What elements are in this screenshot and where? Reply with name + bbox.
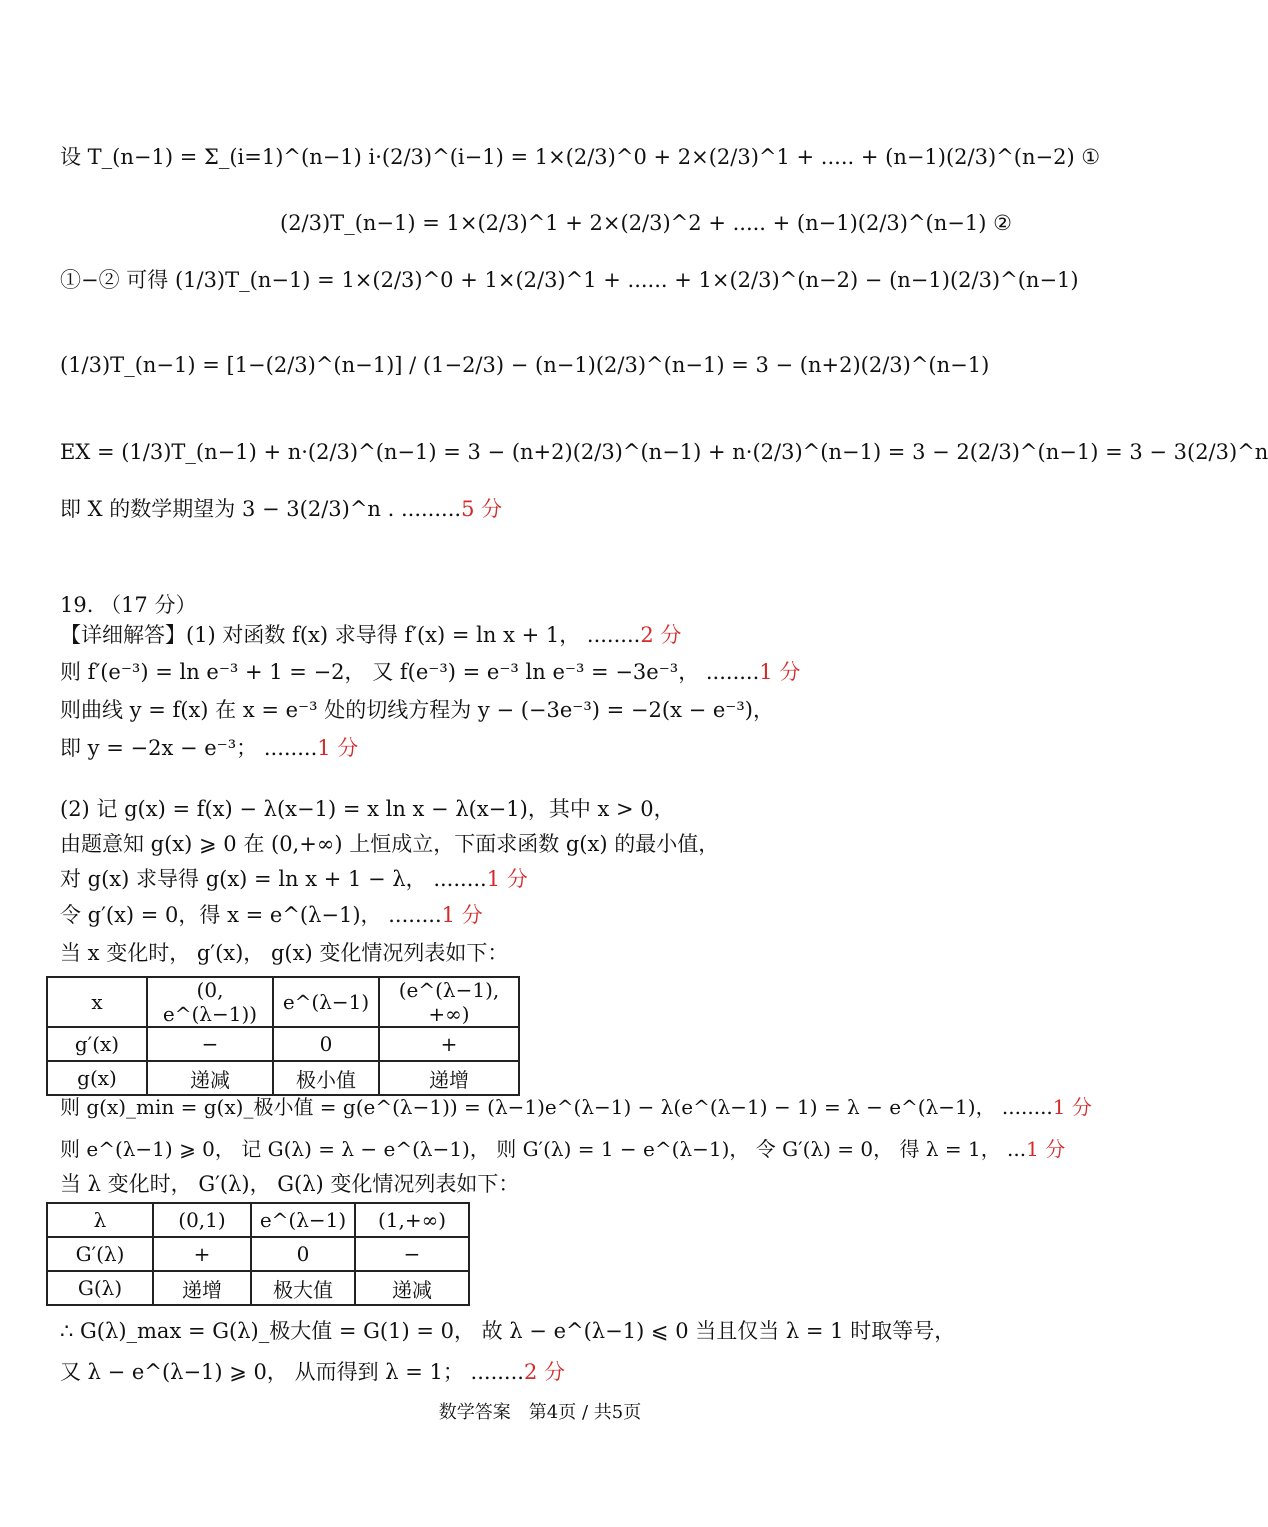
table-cell: 递减 <box>147 1061 273 1095</box>
text-line <box>60 620 681 650</box>
table-cell: 0 <box>273 1027 379 1061</box>
text: 即 X 的数学期望为 3 − 3(2/3)^n . ......... <box>60 497 462 521</box>
text: 【详细解答】(1) 对函数 f(x) 求导得 f′(x) = ln x + 1， ........ <box>60 623 641 647</box>
text-line <box>60 1357 565 1387</box>
text-line <box>60 733 358 763</box>
table-cell: G(λ) <box>47 1271 153 1305</box>
table-cell: (0,1) <box>153 1203 251 1237</box>
table-cell: G′(λ) <box>47 1237 153 1271</box>
text-line: EX = (1/3)T_(n−1) + n·(2/3)^(n−1) = 3 − (n+2)(2/3)^(n−1) + n·(2/3)^(n−1) = 3 − 2(2/3)^(n−1) = 3 − 3(2/3)^n <box>60 440 1268 464</box>
table-cell: 递增 <box>379 1061 519 1095</box>
table-cell: − <box>355 1237 469 1271</box>
table-cell: (e^(λ−1), +∞) <box>379 977 519 1027</box>
text-line: ∴ G(λ)_max = G(λ)_极大值 = G(1) = 0， 故 λ − e^(λ−1) ⩽ 0 当且仅当 λ = 1 时取等号， <box>60 1319 956 1343</box>
table-cell: (0, e^(λ−1)) <box>147 977 273 1027</box>
score-label: 1 分 <box>1052 1095 1092 1119</box>
text: 即 y = −2x − e⁻³； ........ <box>60 736 318 760</box>
text-line <box>60 1092 1092 1122</box>
text-line: 则曲线 y = f(x) 在 x = e⁻³ 处的切线方程为 y − (−3e⁻³) = −2(x − e⁻³)， <box>60 698 774 722</box>
table-cell: 极大值 <box>251 1271 355 1305</box>
table-cell: + <box>379 1027 519 1061</box>
text: 则 e^(λ−1) ⩾ 0， 记 G(λ) = λ − e^(λ−1)， 则 G′(λ) = 1 − e^(λ−1)， 令 G′(λ) = 0， 得 λ = 1， ... <box>60 1137 1027 1161</box>
text: 则 g(x)_min = g(x)_极小值 = g(e^(λ−1)) = (λ−1)e^(λ−1) − λ(e^(λ−1) − 1) = λ − e^(λ−1)， ........ <box>60 1095 1053 1119</box>
text: 对 g(x) 求导得 g(x) = ln x + 1 − λ， ........ <box>60 867 487 891</box>
score-label: 2 分 <box>640 623 682 647</box>
table-cell: 递增 <box>153 1271 251 1305</box>
text-line: 当 x 变化时， g′(x)， g(x) 变化情况列表如下： <box>60 941 509 965</box>
table-row <box>47 1237 469 1271</box>
text-line: ①−② 可得 (1/3)T_(n−1) = 1×(2/3)^0 + 1×(2/3)^1 + ...... + 1×(2/3)^(n−2) − (n−1)(2/3)^(n−1) <box>60 268 1079 292</box>
text-line <box>60 494 502 524</box>
table-cell: (1,+∞) <box>355 1203 469 1237</box>
text-line <box>60 657 800 687</box>
text-line: (2/3)T_(n−1) = 1×(2/3)^1 + 2×(2/3)^2 + ..... + (n−1)(2/3)^(n−1) ② <box>280 211 1012 235</box>
table-row <box>47 977 519 1027</box>
variation-table-G <box>46 1202 470 1306</box>
table-row <box>47 1203 469 1237</box>
question-number: 19. （17 分） <box>60 593 197 617</box>
score-label: 1 分 <box>441 903 483 927</box>
table-cell: g′(x) <box>47 1027 147 1061</box>
table-cell: e^(λ−1) <box>251 1203 355 1237</box>
score-label: 1 分 <box>759 660 801 684</box>
text-line: (1/3)T_(n−1) = [1−(2/3)^(n−1)] / (1−2/3) − (n−1)(2/3)^(n−1) = 3 − (n+2)(2/3)^(n−1) <box>60 353 990 377</box>
text-line <box>60 1134 1065 1164</box>
text-line: 由题意知 g(x) ⩾ 0 在 (0,+∞) 上恒成立，下面求函数 g(x) 的最小值， <box>60 832 720 856</box>
page-footer: 数学答案 第4页 / 共5页 <box>438 1402 642 1423</box>
table-cell: g(x) <box>47 1061 147 1095</box>
table-cell: 0 <box>251 1237 355 1271</box>
text-line: (2) 记 g(x) = f(x) − λ(x−1) = x ln x − λ(x−1)，其中 x > 0， <box>60 797 675 821</box>
text-line <box>60 900 483 930</box>
text-line <box>60 864 528 894</box>
score-label: 5 分 <box>461 497 503 521</box>
score-label: 1 分 <box>486 867 528 891</box>
table-cell: 极小值 <box>273 1061 379 1095</box>
table-row <box>47 1027 519 1061</box>
text: 令 g′(x) = 0，得 x = e^(λ−1)， ........ <box>60 903 442 927</box>
text-line: 设 T_(n−1) = Σ_(i=1)^(n−1) i·(2/3)^(i−1) = 1×(2/3)^0 + 2×(2/3)^1 + ..... + (n−1)(2/3)^(n−2) ① <box>60 145 1101 169</box>
score-label: 1 分 <box>317 736 359 760</box>
score-label: 1 分 <box>1026 1137 1066 1161</box>
table-cell: λ <box>47 1203 153 1237</box>
text: 则 f′(e⁻³) = ln e⁻³ + 1 = −2， 又 f(e⁻³) = e⁻³ ln e⁻³ = −3e⁻³， ........ <box>60 660 760 684</box>
table-cell: x <box>47 977 147 1027</box>
table-row <box>47 1061 519 1095</box>
text: 又 λ − e^(λ−1) ⩾ 0， 从而得到 λ = 1； ........ <box>60 1360 524 1384</box>
variation-table-g <box>46 976 520 1096</box>
table-cell: + <box>153 1237 251 1271</box>
table-cell: e^(λ−1) <box>273 977 379 1027</box>
text-line: 当 λ 变化时， G′(λ)， G(λ) 变化情况列表如下： <box>60 1172 520 1196</box>
table-row <box>47 1271 469 1305</box>
table-cell: − <box>147 1027 273 1061</box>
score-label: 2 分 <box>523 1360 566 1384</box>
table-cell: 递减 <box>355 1271 469 1305</box>
